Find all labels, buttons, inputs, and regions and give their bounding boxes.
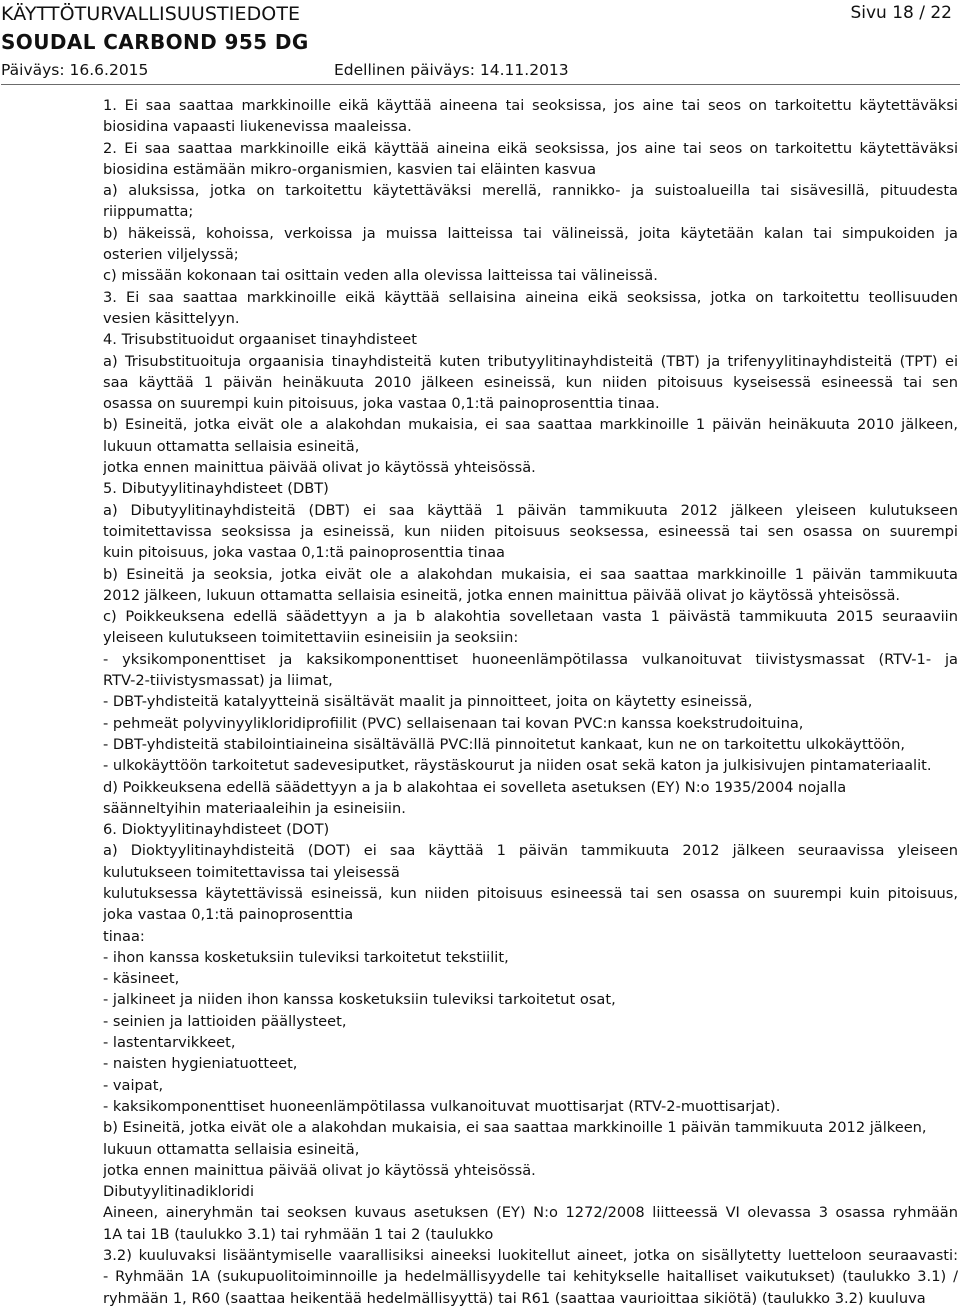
text-line: jotka ennen mainittua päivää olivat jo käytössä yhteisössä. — [103, 1161, 536, 1179]
text-line: - vaipat, — [103, 1076, 164, 1094]
text-line: yleiseen kulutukseen toimitettaviin esineisiin ja seoksiin: — [103, 629, 519, 647]
text-line: d) Poikkeuksena edellä säädettyyn a ja b alakohtaa ei sovelleta asetuksen (EY) N:o 1935/2004 nojalla — [103, 778, 847, 796]
text-line: - lastentarvikkeet, — [103, 1034, 236, 1052]
text-line: säänneltyihin materiaaleihin ja esineisiin. — [103, 799, 406, 817]
text-line: osassa on suurempi kuin pitoisuus, joka vastaa 0,1:tä painoprosenttia tinaa. — [103, 395, 660, 413]
text-line: biosidina estämään mikro-organismien, kasvien tai eläinten kasvua — [103, 160, 597, 178]
text-line: - ihon kanssa kosketuksiin tuleviksi tarkoitetut tekstiilit, — [103, 948, 509, 966]
text-line: RTV-2-tiivistysmassat) ja liimat, — [103, 672, 333, 690]
text-line: b) häkeissä, kohoissa, verkoissa ja muissa laitteissa tai välineissä, joita käytetään kalan tai simpukoiden ja — [103, 224, 958, 242]
text-line: 6. Dioktyylitinayhdisteet (DOT) — [103, 821, 330, 839]
text-line: a) Trisubstituoituja orgaanisia tinayhdisteitä kuten tributyylitinayhdisteitä (TBT) ja trifenyylitinayhdisteitä (TPT) ei — [103, 352, 958, 370]
text-line: biosidina vapaasti liukenevissa maaleissa. — [103, 118, 412, 136]
text-line: 1A tai 1B (taulukko 3.1) tai ryhmään 1 tai 2 (taulukko — [103, 1225, 494, 1243]
text-line: - yksikomponenttiset ja kaksikomponenttiset huoneenlämpötilassa vulkanoituvat tiivistysmassat (RTV-1- ja — [103, 650, 958, 668]
previous-date: Edellinen päiväys: 14.11.2013 — [334, 61, 569, 79]
text-line: kulutuksessa käytettävissä esineissä, kun niiden pitoisuus esineessä tai sen osassa on suurempi kuin pitoisuus, — [103, 884, 958, 902]
text-line: Dibutyylitinadikloridi — [103, 1183, 255, 1201]
text-line: Aineen, aineryhmän tai seoksen kuvaus asetuksen (EY) N:o 1272/2008 liitteessä VI olevassa 3 osassa ryhmään — [103, 1204, 958, 1222]
text-line: 1. Ei saa saattaa markkinoille eikä käyttää aineena tai seoksissa, jos aine tai seos on tarkoitettu käytettäväksi — [103, 97, 958, 114]
text-line: 2. Ei saa saattaa markkinoille eikä käyttää aineina eikä seoksissa, jos aine tai seos on tarkoitettu käytettäväksi — [103, 139, 958, 157]
header-divider — [1, 84, 960, 85]
document-body — [103, 95, 958, 1309]
text-line: c) missään kokonaan tai osittain veden alla olevissa laitteissa tai välineissä. — [103, 267, 658, 285]
text-line: lukuun ottamatta sellaisia esineitä, — [103, 1140, 360, 1158]
text-line: 2012 jälkeen, lukuun ottamatta sellaisia esineitä, jotka ennen mainittua päivää olivat jo käytössä yhteisössä. — [103, 586, 901, 604]
text-line: - Ryhmään 1A (sukupuolitoiminnoille ja hedelmällisyydelle tai kehitykselle haitalliset vaikutukset) (taulukko 3.1) / — [103, 1268, 958, 1286]
text-line: kuin pitoisuus, joka vastaa 0,1:tä painoprosenttia tinaa — [103, 544, 505, 562]
page-number: Sivu 18 / 22 — [850, 3, 952, 23]
text-line: ryhmään 1, R60 (saattaa heikentää hedelmällisyyttä) tai R61 (saattaa vaurioittaa sikiötä) (taulukko 3.2) kuuluva — [103, 1289, 926, 1307]
text-line: tinaa: — [103, 927, 145, 945]
text-line: - DBT-yhdisteitä katalyytteinä sisältävät maalit ja pinnoitteet, joita on käytetty esineissä, — [103, 693, 753, 711]
text-line: 3. Ei saa saattaa markkinoille eikä käyttää sellaisina aineina eikä seoksissa, jotka on tarkoitettu teollisuuden — [103, 288, 958, 306]
text-line: toimitettavissa seoksissa ja esineissä, kun niiden pitoisuus seoksessa, esineessä tai sen osassa on suurempi — [103, 522, 958, 540]
text-line: - naisten hygieniatuotteet, — [103, 1055, 298, 1073]
document-title: KÄYTTÖTURVALLISUUSTIEDOTE — [1, 3, 301, 25]
text-line: saa käyttää 1 päivän heinäkuuta 2010 jälkeen esineissä, kun niiden pitoisuus kyseisessä esineessä tai sen — [103, 373, 958, 391]
text-line: osterien viljelyssä; — [103, 246, 239, 264]
text-line: - pehmeät polyvinyylikloridiprofiilit (PVC) sellaisenaan tai kovan PVC:n kanssa koekstrudoituina, — [103, 714, 804, 732]
text-line: a) Dioktyylitinayhdisteitä (DOT) ei saa käyttää 1 päivän tammikuuta 2012 jälkeen seuraavissa yleiseen — [103, 842, 958, 860]
text-line: a) Dibutyylitinayhdisteitä (DBT) ei saa käyttää 1 päivän tammikuuta 2012 jälkeen yleiseen kulutukseen — [103, 501, 958, 519]
text-line: - DBT-yhdisteitä stabilointiaineina sisältävällä PVC:llä pinnoitetut kankaat, kun ne on tarkoitettu ulkokäyttöön, — [103, 735, 906, 753]
text-line: - seinien ja lattioiden päällysteet, — [103, 1012, 347, 1030]
text-line: - ulkokäyttöön tarkoitetut sadevesiputket, räystäskourut ja niiden osat sekä katon ja julkisivujen pintamateriaalit. — [103, 757, 932, 775]
text-line: jotka ennen mainittua päivää olivat jo käytössä yhteisössä. — [103, 459, 536, 477]
current-date: Päiväys: 16.6.2015 — [1, 61, 149, 79]
text-line: - jalkineet ja niiden ihon kanssa kosketuksiin tuleviksi tarkoitetut osat, — [103, 991, 616, 1009]
product-name: SOUDAL CARBOND 955 DG — [1, 30, 309, 54]
text-line: 4. Trisubstituoidut orgaaniset tinayhdisteet — [103, 331, 417, 349]
text-line: lukuun ottamatta sellaisia esineitä, — [103, 437, 360, 455]
text-line: b) Esineitä ja seoksia, jotka eivät ole a alakohdan mukaisia, ei saa saattaa markkinoille 1 päivän tammikuuta — [103, 565, 958, 583]
text-line: kulutukseen toimitettavissa tai yleisessä — [103, 863, 400, 881]
text-line: 3.2) kuuluvaksi lisääntymiselle vaarallisiksi aineeksi luokitellut aineet, jotka on sisällytetty luetteloon seuraavasti: — [103, 1247, 958, 1265]
text-line: joka vastaa 0,1:tä painoprosenttia — [103, 906, 354, 924]
text-line: c) Poikkeuksena edellä säädettyyn a ja b alakohtia sovelletaan vasta 1 päivästä tammikuuta 2015 seuraaviin — [103, 608, 958, 626]
text-line: - kaksikomponenttiset huoneenlämpötilassa vulkanoituvat muottisarjat (RTV-2-muottisarjat). — [103, 1097, 781, 1115]
text-line: 5. Dibutyylitinayhdisteet (DBT) — [103, 480, 329, 498]
text-line: vesien käsittelyyn. — [103, 309, 240, 327]
text-line: riippumatta; — [103, 203, 194, 221]
text-line: a) aluksissa, jotka on tarkoitettu käytettäväksi merellä, rannikko- ja suistoalueilla tai sisävesillä, pituudesta — [103, 182, 958, 200]
text-line: b) Esineitä, jotka eivät ole a alakohdan mukaisia, ei saa saattaa markkinoille 1 päivän heinäkuuta 2010 jälkeen, — [103, 416, 958, 434]
text-line: - käsineet, — [103, 970, 180, 988]
text-line: b) Esineitä, jotka eivät ole a alakohdan mukaisia, ei saa saattaa markkinoille 1 päivän tammikuuta 2012 jälkeen, — [103, 1119, 927, 1137]
